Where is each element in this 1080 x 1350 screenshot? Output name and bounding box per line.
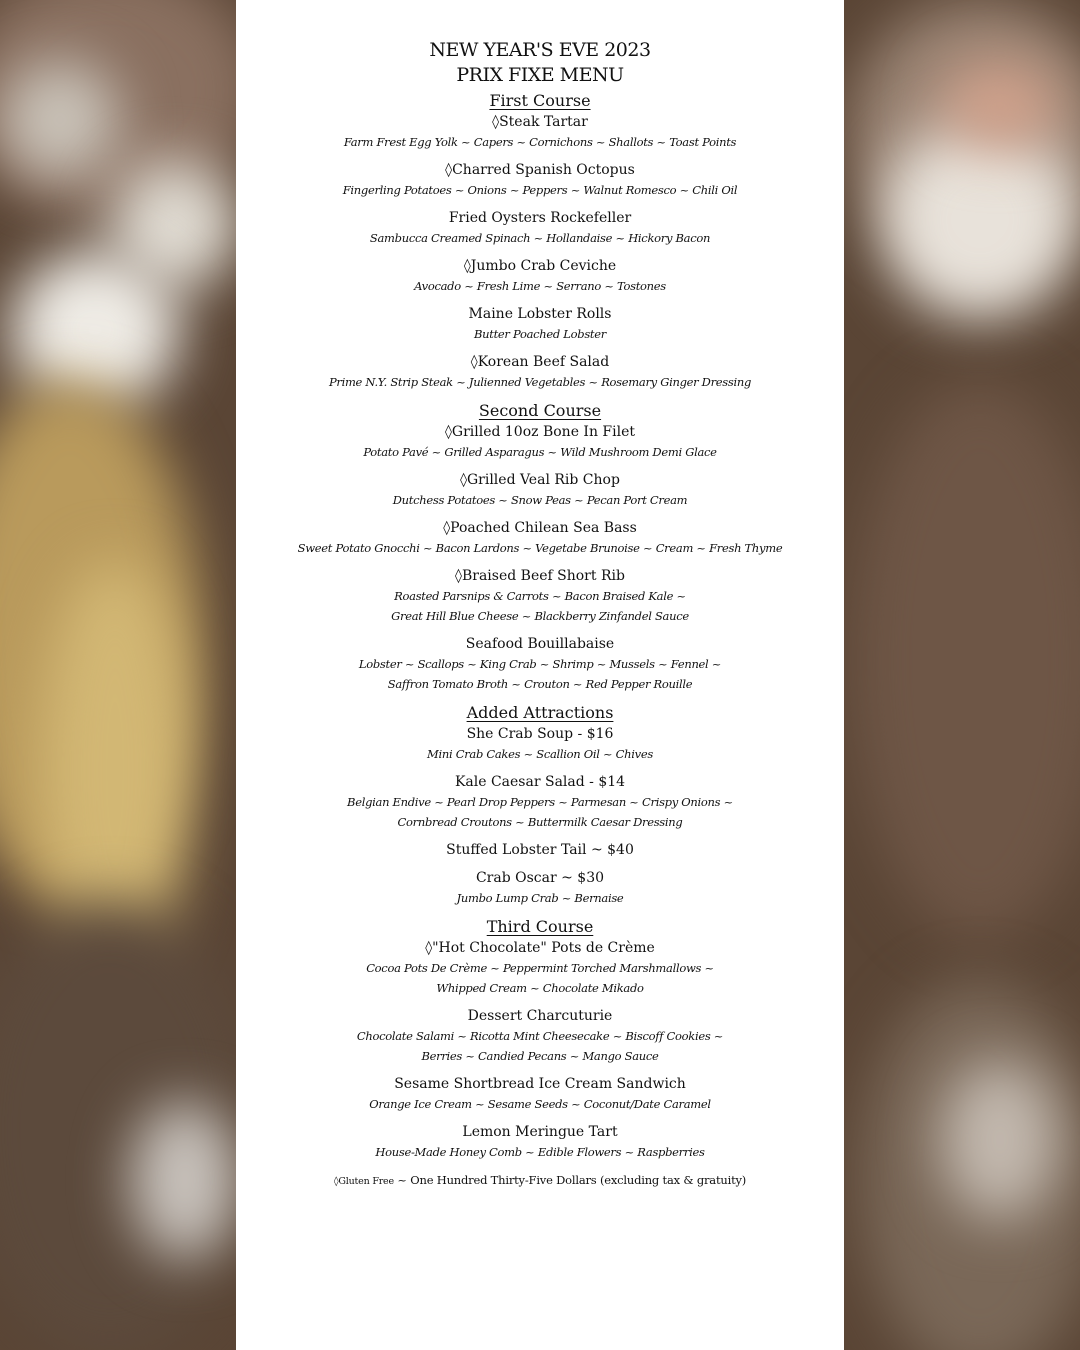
dish-name: ◊Jumbo Crab Ceviche [463, 258, 617, 274]
menu-item [236, 1122, 844, 1162]
menu-item [236, 470, 844, 510]
dish-description-line-2: Berries ~ Candied Pecans ~ Mango Sauce [421, 1049, 659, 1063]
dish-description: Cocoa Pots De Crème ~ Peppermint Torched Marshmallows ~ [366, 961, 714, 975]
dish-name: She Crab Soup - $16 [466, 726, 614, 742]
dish-description: Belgian Endive ~ Pearl Drop Peppers ~ Parmesan ~ Crispy Onions ~ [347, 795, 733, 809]
menu-item [236, 208, 844, 248]
menu-item [236, 256, 844, 296]
menu-item [236, 518, 844, 558]
dish-name: ◊Grilled 10oz Bone In Filet [444, 424, 636, 440]
section-heading-third-course: Third Course [486, 917, 594, 936]
dish-name: ◊Grilled Veal Rib Chop [460, 472, 620, 488]
price-note: ~ One Hundred Thirty-Five Dollars (excluding tax & gratuity) [397, 1173, 747, 1187]
menu-item [236, 938, 844, 998]
dish-description: Avocado ~ Fresh Lime ~ Serrano ~ Tostones [414, 279, 666, 293]
dish-name: ◊Charred Spanish Octopus [445, 162, 635, 178]
dish-name: ◊Braised Beef Short Rib [455, 568, 625, 584]
menu-item [236, 160, 844, 200]
dish-description: House-Made Honey Comb ~ Edible Flowers ~ Raspberries [375, 1145, 705, 1159]
dish-name: ◊"Hot Chocolate" Pots de Crème [425, 940, 655, 956]
dish-name: Seafood Bouillabaise [465, 636, 615, 652]
section-heading-first-course: First Course [489, 91, 591, 110]
dish-description-line-2: Great Hill Blue Cheese ~ Blackberry Zinfandel Sauce [391, 609, 689, 623]
dish-description-line-2: Cornbread Croutons ~ Buttermilk Caesar Dressing [397, 815, 683, 829]
menu-item [236, 422, 844, 462]
menu-item [236, 112, 844, 152]
dish-description: Butter Poached Lobster [474, 327, 606, 341]
dish-description-line-2: Saffron Tomato Broth ~ Crouton ~ Red Pepper Rouille [387, 677, 693, 691]
dish-name: ◊Poached Chilean Sea Bass [443, 520, 637, 536]
dish-name: Kale Caesar Salad - $14 [454, 774, 626, 790]
menu-item [236, 1074, 844, 1114]
dish-name: Crab Oscar ~ $30 [475, 870, 605, 886]
dish-name: ◊Steak Tartar [492, 114, 588, 130]
menu-item [236, 868, 844, 908]
section-heading-added-attractions: Added Attractions [466, 703, 614, 722]
dish-name: ◊Korean Beef Salad [470, 354, 610, 370]
dish-description: Jumbo Lump Crab ~ Bernaise [456, 891, 624, 905]
menu-card [236, 0, 844, 1350]
dish-description-line-2: Whipped Cream ~ Chocolate Mikado [436, 981, 644, 995]
menu-item [236, 304, 844, 344]
menu-item [236, 1006, 844, 1066]
dish-description: Farm Frest Egg Yolk ~ Capers ~ Cornichons ~ Shallots ~ Toast Points [343, 135, 737, 149]
dish-name: Fried Oysters Rockefeller [448, 210, 632, 226]
menu-item [236, 772, 844, 832]
menu-footer [236, 1170, 844, 1192]
dish-description: Roasted Parsnips & Carrots ~ Bacon Braised Kale ~ [394, 589, 686, 603]
menu-item [236, 352, 844, 392]
section-heading-second-course: Second Course [478, 401, 602, 420]
menu-item [236, 566, 844, 626]
menu-title: NEW YEAR'S EVE 2023 [429, 39, 651, 61]
dish-description: Sambucca Creamed Spinach ~ Hollandaise ~ Hickory Bacon [369, 231, 711, 245]
menu-item [236, 634, 844, 694]
dish-description: Dutchess Potatoes ~ Snow Peas ~ Pecan Port Cream [392, 493, 688, 507]
menu-item [236, 724, 844, 764]
dish-description: Fingerling Potatoes ~ Onions ~ Peppers ~ Walnut Romesco ~ Chili Oil [342, 183, 738, 197]
menu-subtitle: PRIX FIXE MENU [456, 64, 624, 86]
dish-name: Maine Lobster Rolls [468, 306, 612, 322]
gluten-free-legend: ◊Gluten Free [333, 1176, 394, 1187]
dish-name: Stuffed Lobster Tail ~ $40 [446, 842, 634, 858]
dish-description: Lobster ~ Scallops ~ King Crab ~ Shrimp ~ Mussels ~ Fennel ~ [358, 657, 722, 671]
dish-description: Orange Ice Cream ~ Sesame Seeds ~ Coconut/Date Caramel [369, 1097, 711, 1111]
dish-description: Chocolate Salami ~ Ricotta Mint Cheesecake ~ Biscoff Cookies ~ [356, 1029, 724, 1043]
menu-item [236, 840, 844, 860]
dish-description: Prime N.Y. Strip Steak ~ Julienned Vegetables ~ Rosemary Ginger Dressing [328, 375, 752, 389]
dish-description: Sweet Potato Gnocchi ~ Bacon Lardons ~ Vegetabe Brunoise ~ Cream ~ Fresh Thyme [297, 541, 783, 555]
dish-description: Potato Pavé ~ Grilled Asparagus ~ Wild Mushroom Demi Glace [363, 445, 717, 459]
dish-description: Mini Crab Cakes ~ Scallion Oil ~ Chives [427, 747, 653, 761]
dish-name: Lemon Meringue Tart [462, 1124, 618, 1140]
dish-name: Sesame Shortbread Ice Cream Sandwich [394, 1076, 686, 1092]
dish-name: Dessert Charcuturie [467, 1008, 613, 1024]
